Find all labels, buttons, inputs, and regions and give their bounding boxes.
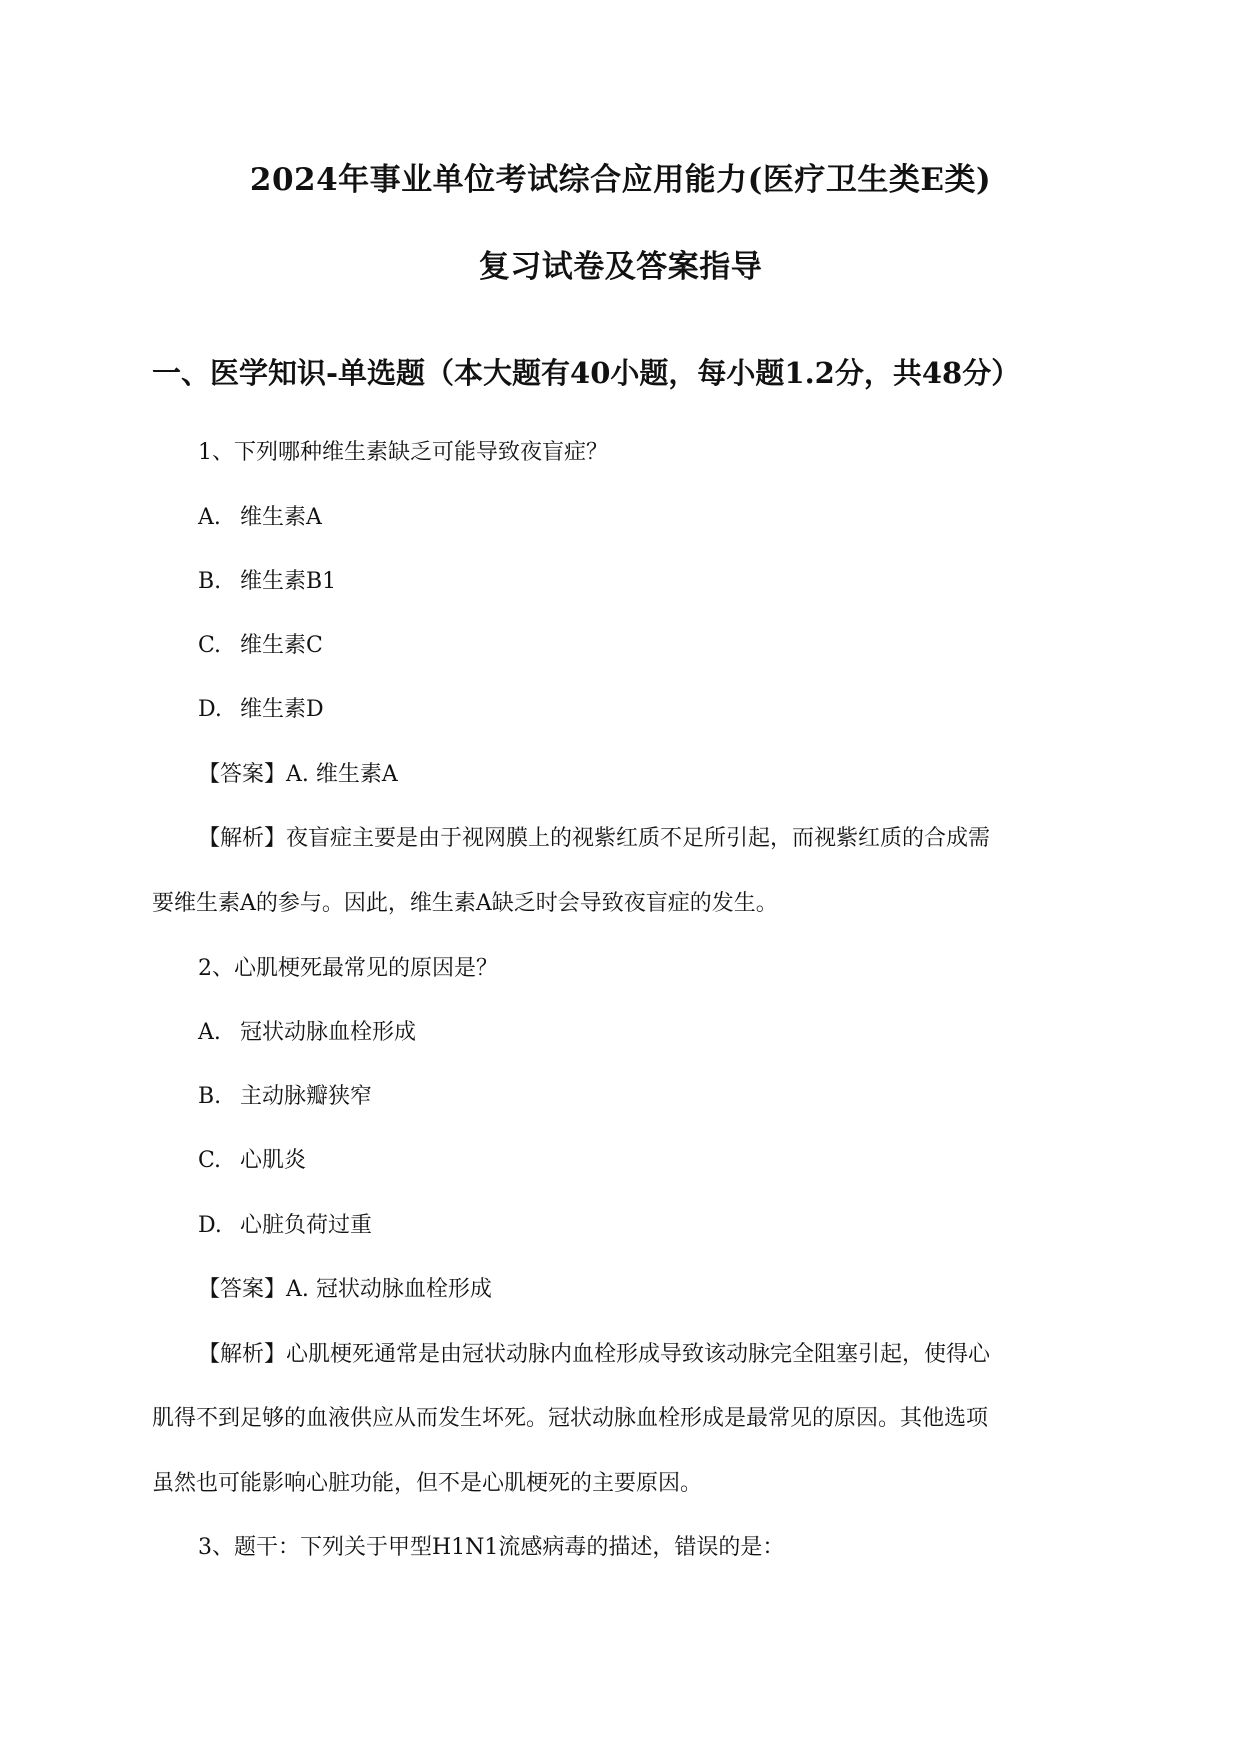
option-letter: D. [198, 1213, 222, 1238]
option-text: 主动脉瓣狭窄 [240, 1084, 373, 1109]
question-2-option-c [198, 1145, 306, 1177]
option-text: 冠状动脉血栓形成 [240, 1020, 417, 1045]
question-2-analysis-line-3: 虽然也可能影响心脏功能，但不是心肌梗死的主要原因。 [152, 1471, 703, 1496]
question-1-option-c [198, 630, 323, 662]
question-2-option-a [198, 1017, 416, 1049]
option-text: 维生素A [240, 505, 322, 530]
section-heading: 一、医学知识-单选题（本大题有40小题，每小题1.2分，共48分） [152, 356, 1021, 390]
question-1-analysis-line-2: 要维生素A的参与。因此，维生素A缺乏时会导致夜盲症的发生。 [152, 891, 778, 916]
option-letter: C. [198, 1148, 222, 1173]
analysis-tag: 【解析】 [198, 826, 287, 851]
question-1-option-b [198, 566, 336, 598]
option-text: 心脏负荷过重 [240, 1213, 373, 1238]
answer-tag: 【答案】 [198, 1277, 287, 1302]
question-1-stem: 1、下列哪种维生素缺乏可能导致夜盲症？ [198, 440, 608, 465]
analysis-text: 心肌梗死通常是由冠状动脉内血栓形成导致该动脉完全阻塞引起，使得心 [286, 1342, 991, 1367]
analysis-text: 夜盲症主要是由于视网膜上的视紫红质不足所引起，而视紫红质的合成需 [286, 826, 991, 851]
option-letter: D. [198, 697, 222, 722]
document-title: 2024年事业单位考试综合应用能力(医疗卫生类E类) [249, 162, 992, 198]
question-2-option-d [198, 1210, 372, 1242]
option-text: 维生素D [240, 697, 324, 722]
question-1-option-a [198, 502, 322, 534]
question-1-answer [198, 759, 398, 791]
question-2-analysis-line-2: 肌得不到足够的血液供应从而发生坏死。冠状动脉血栓形成是最常见的原因。其他选项 [152, 1406, 989, 1431]
answer-text: A. 维生素A [286, 762, 398, 787]
question-2-analysis-line-1 [198, 1339, 990, 1371]
answer-tag: 【答案】 [198, 762, 287, 787]
answer-text: A. 冠状动脉血栓形成 [286, 1277, 492, 1302]
question-2-answer [198, 1274, 492, 1306]
analysis-tag: 【解析】 [198, 1342, 287, 1367]
option-letter: A. [198, 1020, 221, 1045]
question-1-option-d [198, 694, 324, 726]
option-letter: A. [198, 505, 221, 530]
option-letter: C. [198, 633, 222, 658]
question-3-stem: 3、题干：下列关于甲型H1N1流感病毒的描述，错误的是： [198, 1535, 785, 1560]
option-text: 维生素C [240, 633, 323, 658]
option-letter: B. [198, 1084, 222, 1109]
document-subtitle: 复习试卷及答案指导 [478, 249, 763, 285]
question-2-stem: 2、心肌梗死最常见的原因是？ [198, 956, 498, 981]
question-2-option-b [198, 1081, 372, 1113]
option-text: 心肌炎 [240, 1148, 307, 1173]
option-letter: B. [198, 569, 222, 594]
option-text: 维生素B1 [240, 569, 337, 594]
question-1-analysis-line-1 [198, 823, 990, 855]
